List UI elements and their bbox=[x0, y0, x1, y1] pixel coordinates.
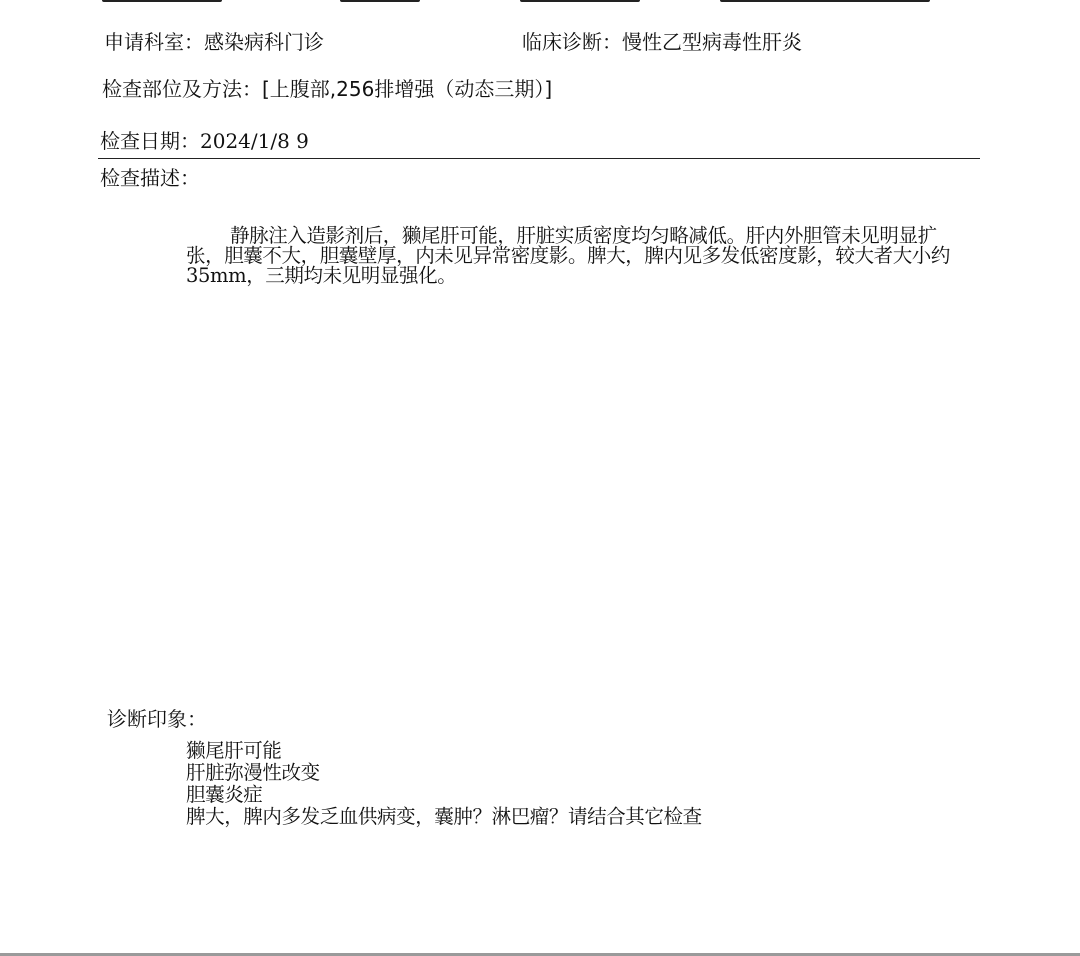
impression-title: 诊断印象： bbox=[107, 707, 207, 731]
department-field bbox=[104, 30, 324, 54]
exam-date-field bbox=[100, 129, 309, 153]
exam-site-label: 检查部位及方法： bbox=[102, 77, 262, 101]
department-value: 感染病科门诊 bbox=[204, 30, 324, 54]
exam-date-value: 2024/1/8 9 bbox=[200, 129, 309, 153]
clinical-diagnosis-field bbox=[522, 30, 802, 54]
clinical-diagnosis-value: 慢性乙型病毒性肝炎 bbox=[622, 30, 802, 54]
exam-site-field bbox=[102, 77, 552, 101]
description-title: 检查描述： bbox=[100, 166, 200, 190]
exam-site-value: [上腹部,256排增强（动态三期）] bbox=[262, 77, 553, 101]
exam-date-label: 检查日期： bbox=[100, 129, 200, 153]
impression-list bbox=[186, 740, 702, 828]
description-text: 静脉注入造影剂后，獭尾肝可能，肝脏实质密度均匀略减低。肝内外胆管未见明显扩张，胆囊不大，胆囊壁厚，内未见异常密度影。脾大，脾内见多发低密度影，较大者大小约35mm，三期均未见明显强化。 bbox=[186, 224, 951, 287]
cropped-header-line bbox=[100, 0, 980, 2]
impression-item: 肝脏弥漫性改变 bbox=[186, 761, 320, 784]
department-label: 申请科室： bbox=[104, 30, 204, 54]
impression-item: 胆囊炎症 bbox=[186, 783, 263, 806]
impression-item: 脾大，脾内多发乏血供病变，囊肿？淋巴瘤？请结合其它检查 bbox=[186, 805, 702, 828]
clinical-diagnosis-label: 临床诊断： bbox=[522, 30, 622, 54]
impression-item: 獭尾肝可能 bbox=[186, 739, 282, 762]
header-divider bbox=[98, 158, 980, 159]
